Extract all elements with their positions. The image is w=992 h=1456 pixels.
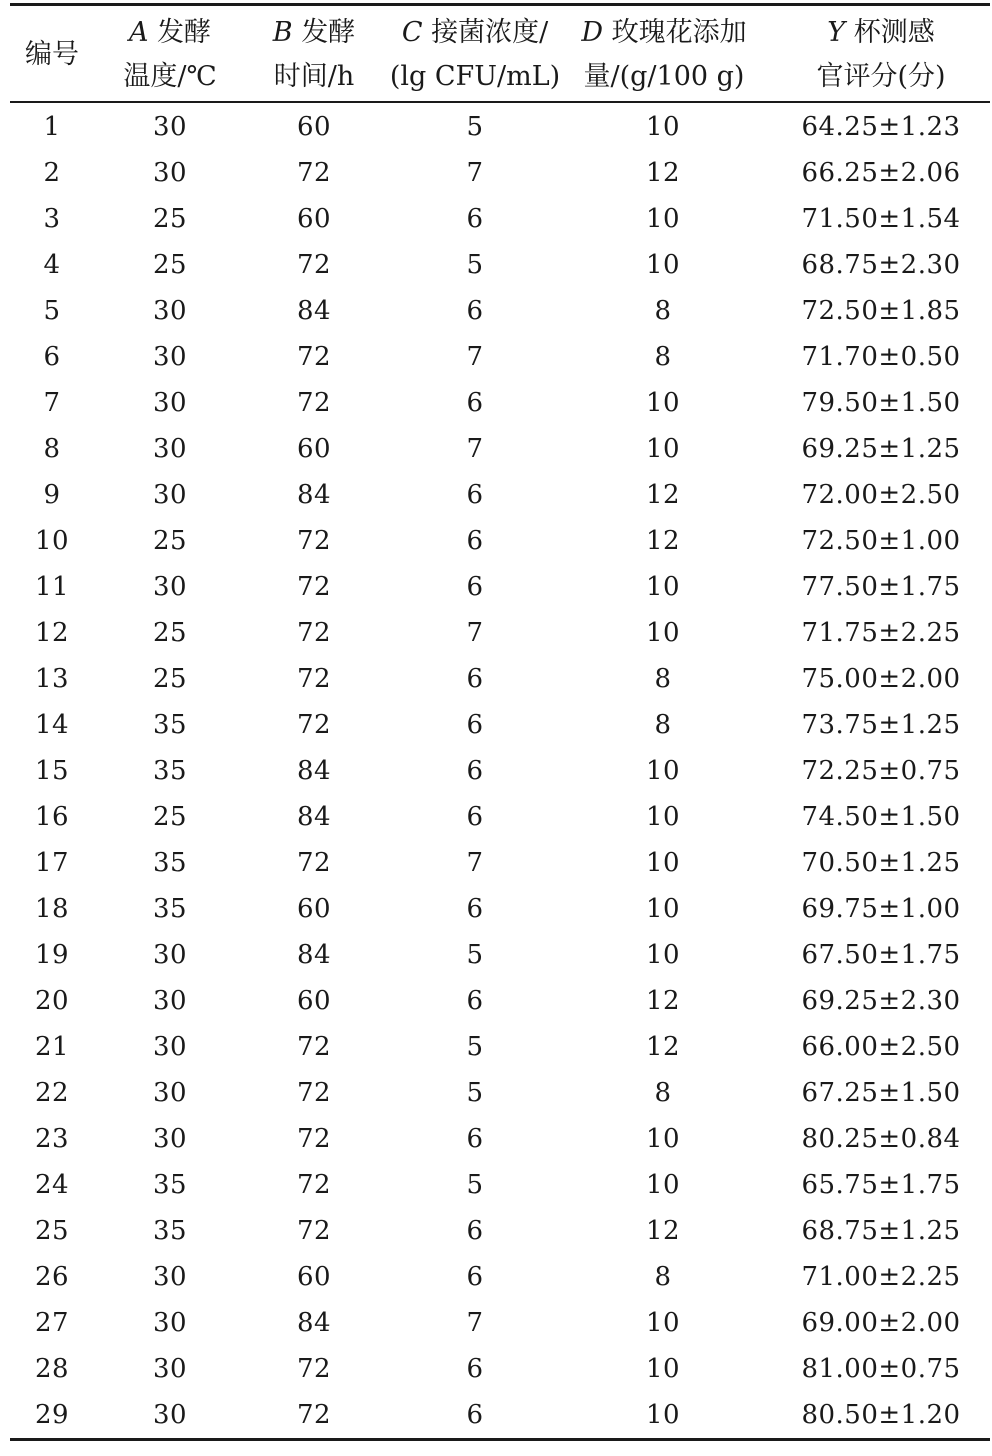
- cell-temperature: 25: [152, 250, 188, 280]
- cell-time: 60: [296, 112, 332, 142]
- table-row: [10, 288, 990, 334]
- cell-id: 16: [34, 802, 70, 832]
- cell-rose: 12: [645, 158, 681, 188]
- cell-rose: 8: [654, 1262, 672, 1292]
- cell-id: 28: [34, 1354, 70, 1384]
- cell-score: 72.50±1.00: [801, 526, 961, 556]
- table-row: [10, 242, 990, 288]
- header-var-y: Y: [827, 17, 846, 48]
- cell-temperature: 35: [152, 1170, 188, 1200]
- cell-id: 3: [43, 204, 61, 234]
- cell-score: 75.00±2.00: [801, 664, 961, 694]
- table-row: [10, 702, 990, 748]
- cell-score: 66.00±2.50: [801, 1032, 961, 1062]
- cell-id: 20: [34, 986, 70, 1016]
- header-var-d: D: [581, 17, 604, 48]
- table-row: [10, 1024, 990, 1070]
- cell-rose: 10: [645, 618, 681, 648]
- header-temperature-line2: 温度/℃: [123, 61, 217, 92]
- cell-rose: 12: [645, 526, 681, 556]
- cell-inoculum: 7: [466, 1308, 484, 1338]
- table-row: [10, 1254, 990, 1300]
- cell-time: 84: [296, 296, 332, 326]
- cell-time: 72: [296, 1216, 332, 1246]
- table-header-rule: [10, 101, 990, 103]
- cell-inoculum: 6: [466, 756, 484, 786]
- cell-score: 64.25±1.23: [801, 112, 961, 142]
- header-var-c: C: [401, 17, 423, 48]
- cell-rose: 8: [654, 342, 672, 372]
- cell-id: 13: [34, 664, 70, 694]
- cell-score: 81.00±0.75: [801, 1354, 961, 1384]
- table-row: [10, 840, 990, 886]
- cell-rose: 10: [645, 388, 681, 418]
- table-row: [10, 426, 990, 472]
- cell-time: 72: [296, 1354, 332, 1384]
- cell-inoculum: 6: [466, 526, 484, 556]
- cell-id: 9: [43, 480, 61, 510]
- cell-inoculum: 5: [466, 1032, 484, 1062]
- cell-time: 72: [296, 388, 332, 418]
- cell-temperature: 30: [152, 1262, 188, 1292]
- table-row: [10, 104, 990, 150]
- table-header: [10, 10, 990, 100]
- cell-score: 73.75±1.25: [801, 710, 961, 740]
- cell-temperature: 25: [152, 526, 188, 556]
- table-row: [10, 150, 990, 196]
- cell-rose: 10: [645, 756, 681, 786]
- cell-rose: 12: [645, 1032, 681, 1062]
- cell-id: 17: [34, 848, 70, 878]
- cell-temperature: 35: [152, 894, 188, 924]
- cell-score: 79.50±1.50: [801, 388, 961, 418]
- cell-time: 72: [296, 664, 332, 694]
- experiment-table: [10, 0, 990, 1446]
- cell-id: 11: [34, 572, 70, 602]
- cell-id: 29: [34, 1400, 70, 1430]
- cell-score: 71.50±1.54: [801, 204, 961, 234]
- cell-time: 72: [296, 1400, 332, 1430]
- header-temperature-line1: 发酵: [148, 17, 212, 48]
- cell-score: 71.75±2.25: [801, 618, 961, 648]
- cell-rose: 10: [645, 204, 681, 234]
- cell-temperature: 30: [152, 572, 188, 602]
- table-row: [10, 518, 990, 564]
- cell-time: 72: [296, 618, 332, 648]
- header-score: [796, 10, 966, 100]
- cell-id: 19: [34, 940, 70, 970]
- table-row: [10, 610, 990, 656]
- cell-temperature: 30: [152, 1400, 188, 1430]
- cell-inoculum: 7: [466, 618, 484, 648]
- table-row: [10, 932, 990, 978]
- cell-rose: 10: [645, 572, 681, 602]
- cell-rose: 10: [645, 1170, 681, 1200]
- cell-inoculum: 6: [466, 1216, 484, 1246]
- cell-inoculum: 6: [466, 1354, 484, 1384]
- cell-id: 7: [43, 388, 61, 418]
- cell-rose: 12: [645, 1216, 681, 1246]
- cell-score: 80.25±0.84: [801, 1124, 961, 1154]
- cell-temperature: 30: [152, 112, 188, 142]
- table-row: [10, 1300, 990, 1346]
- table-row: [10, 564, 990, 610]
- cell-time: 60: [296, 434, 332, 464]
- cell-temperature: 25: [152, 664, 188, 694]
- cell-id: 21: [34, 1032, 70, 1062]
- cell-score: 74.50±1.50: [801, 802, 961, 832]
- cell-id: 12: [34, 618, 70, 648]
- header-time-line1: 发酵: [292, 17, 356, 48]
- header-inoculum-line2: (lg CFU/mL): [389, 61, 561, 92]
- header-rose-line1: 玫瑰花添加: [603, 17, 747, 48]
- table-row: [10, 978, 990, 1024]
- header-inoculum-line1: 接菌浓度/: [422, 17, 549, 48]
- cell-time: 72: [296, 1170, 332, 1200]
- cell-time: 72: [296, 1032, 332, 1062]
- cell-inoculum: 5: [466, 940, 484, 970]
- cell-time: 72: [296, 526, 332, 556]
- cell-rose: 10: [645, 250, 681, 280]
- cell-temperature: 35: [152, 848, 188, 878]
- cell-id: 6: [43, 342, 61, 372]
- header-score-line1: 杯测感: [845, 17, 935, 48]
- cell-time: 72: [296, 572, 332, 602]
- header-temperature: [110, 10, 230, 100]
- cell-id: 4: [43, 250, 61, 280]
- cell-id: 2: [43, 158, 61, 188]
- cell-time: 72: [296, 158, 332, 188]
- cell-inoculum: 5: [466, 1170, 484, 1200]
- cell-inoculum: 7: [466, 342, 484, 372]
- table-row: [10, 1116, 990, 1162]
- cell-temperature: 30: [152, 342, 188, 372]
- cell-inoculum: 5: [466, 1078, 484, 1108]
- cell-score: 67.50±1.75: [801, 940, 961, 970]
- cell-id: 1: [43, 112, 61, 142]
- cell-time: 60: [296, 986, 332, 1016]
- header-id: [22, 10, 82, 100]
- header-inoculum: [380, 10, 570, 100]
- cell-temperature: 30: [152, 1032, 188, 1062]
- cell-rose: 10: [645, 112, 681, 142]
- cell-inoculum: 6: [466, 204, 484, 234]
- cell-id: 18: [34, 894, 70, 924]
- table-row: [10, 656, 990, 702]
- cell-id: 24: [34, 1170, 70, 1200]
- cell-time: 72: [296, 710, 332, 740]
- cell-time: 84: [296, 480, 332, 510]
- cell-inoculum: 5: [466, 112, 484, 142]
- cell-inoculum: 7: [466, 434, 484, 464]
- cell-temperature: 25: [152, 204, 188, 234]
- table-row: [10, 380, 990, 426]
- table-row: [10, 1070, 990, 1116]
- cell-time: 84: [296, 756, 332, 786]
- cell-rose: 10: [645, 894, 681, 924]
- table-row: [10, 472, 990, 518]
- cell-score: 66.25±2.06: [801, 158, 961, 188]
- cell-temperature: 35: [152, 710, 188, 740]
- cell-temperature: 35: [152, 1216, 188, 1246]
- cell-score: 65.75±1.75: [801, 1170, 961, 1200]
- table-row: [10, 196, 990, 242]
- cell-inoculum: 6: [466, 1400, 484, 1430]
- cell-rose: 8: [654, 1078, 672, 1108]
- cell-id: 10: [34, 526, 70, 556]
- cell-temperature: 30: [152, 1308, 188, 1338]
- cell-temperature: 30: [152, 986, 188, 1016]
- cell-time: 72: [296, 1124, 332, 1154]
- cell-score: 71.70±0.50: [801, 342, 961, 372]
- cell-rose: 10: [645, 940, 681, 970]
- cell-inoculum: 6: [466, 388, 484, 418]
- header-rose-addition: [578, 10, 750, 100]
- table-row: [10, 1208, 990, 1254]
- cell-temperature: 30: [152, 480, 188, 510]
- cell-temperature: 30: [152, 388, 188, 418]
- cell-inoculum: 6: [466, 296, 484, 326]
- cell-score: 70.50±1.25: [801, 848, 961, 878]
- header-rose-line2: 量/(g/100 g): [583, 61, 745, 92]
- cell-temperature: 25: [152, 802, 188, 832]
- cell-temperature: 30: [152, 158, 188, 188]
- cell-rose: 10: [645, 802, 681, 832]
- cell-inoculum: 6: [466, 1262, 484, 1292]
- cell-score: 68.75±2.30: [801, 250, 961, 280]
- cell-inoculum: 7: [466, 848, 484, 878]
- cell-score: 69.25±2.30: [801, 986, 961, 1016]
- cell-temperature: 30: [152, 940, 188, 970]
- cell-id: 22: [34, 1078, 70, 1108]
- table-body: [10, 104, 990, 1438]
- cell-inoculum: 6: [466, 802, 484, 832]
- cell-id: 5: [43, 296, 61, 326]
- cell-score: 67.25±1.50: [801, 1078, 961, 1108]
- cell-temperature: 30: [152, 296, 188, 326]
- cell-score: 72.50±1.85: [801, 296, 961, 326]
- cell-rose: 10: [645, 1354, 681, 1384]
- cell-rose: 10: [645, 848, 681, 878]
- table-row: [10, 334, 990, 380]
- header-time: [254, 10, 374, 100]
- cell-time: 72: [296, 250, 332, 280]
- cell-time: 60: [296, 1262, 332, 1292]
- cell-inoculum: 6: [466, 894, 484, 924]
- cell-temperature: 30: [152, 1078, 188, 1108]
- header-var-b: B: [272, 17, 293, 48]
- cell-score: 72.25±0.75: [801, 756, 961, 786]
- cell-time: 72: [296, 1078, 332, 1108]
- cell-rose: 8: [654, 296, 672, 326]
- cell-temperature: 30: [152, 434, 188, 464]
- cell-rose: 10: [645, 1400, 681, 1430]
- cell-rose: 10: [645, 1124, 681, 1154]
- cell-rose: 8: [654, 710, 672, 740]
- cell-temperature: 30: [152, 1124, 188, 1154]
- table-row: [10, 1162, 990, 1208]
- cell-time: 72: [296, 848, 332, 878]
- cell-inoculum: 6: [466, 480, 484, 510]
- cell-time: 84: [296, 1308, 332, 1338]
- cell-id: 8: [43, 434, 61, 464]
- cell-score: 80.50±1.20: [801, 1400, 961, 1430]
- cell-score: 68.75±1.25: [801, 1216, 961, 1246]
- cell-score: 69.00±2.00: [801, 1308, 961, 1338]
- cell-time: 84: [296, 940, 332, 970]
- cell-id: 23: [34, 1124, 70, 1154]
- cell-rose: 10: [645, 434, 681, 464]
- cell-id: 25: [34, 1216, 70, 1246]
- header-score-line2: 官评分(分): [816, 61, 946, 92]
- table-top-rule: [10, 3, 990, 6]
- cell-rose: 8: [654, 664, 672, 694]
- cell-temperature: 30: [152, 1354, 188, 1384]
- table-row: [10, 1392, 990, 1438]
- cell-score: 72.00±2.50: [801, 480, 961, 510]
- cell-rose: 12: [645, 480, 681, 510]
- cell-id: 14: [34, 710, 70, 740]
- cell-time: 60: [296, 894, 332, 924]
- cell-id: 26: [34, 1262, 70, 1292]
- table-row: [10, 794, 990, 840]
- cell-time: 72: [296, 342, 332, 372]
- cell-inoculum: 6: [466, 1124, 484, 1154]
- cell-score: 77.50±1.75: [801, 572, 961, 602]
- cell-rose: 10: [645, 1308, 681, 1338]
- cell-id: 15: [34, 756, 70, 786]
- cell-inoculum: 7: [466, 158, 484, 188]
- cell-id: 27: [34, 1308, 70, 1338]
- cell-score: 71.00±2.25: [801, 1262, 961, 1292]
- header-var-a: A: [128, 17, 149, 48]
- cell-inoculum: 6: [466, 986, 484, 1016]
- header-id-label: 编号: [25, 39, 79, 70]
- cell-score: 69.75±1.00: [801, 894, 961, 924]
- cell-inoculum: 6: [466, 572, 484, 602]
- table-row: [10, 886, 990, 932]
- cell-inoculum: 6: [466, 664, 484, 694]
- table-row: [10, 748, 990, 794]
- header-time-line2: 时间/h: [273, 61, 355, 92]
- cell-temperature: 25: [152, 618, 188, 648]
- table-row: [10, 1346, 990, 1392]
- cell-time: 84: [296, 802, 332, 832]
- cell-inoculum: 5: [466, 250, 484, 280]
- cell-score: 69.25±1.25: [801, 434, 961, 464]
- cell-inoculum: 6: [466, 710, 484, 740]
- cell-rose: 12: [645, 986, 681, 1016]
- table-bottom-rule: [10, 1438, 990, 1441]
- cell-time: 60: [296, 204, 332, 234]
- cell-temperature: 35: [152, 756, 188, 786]
